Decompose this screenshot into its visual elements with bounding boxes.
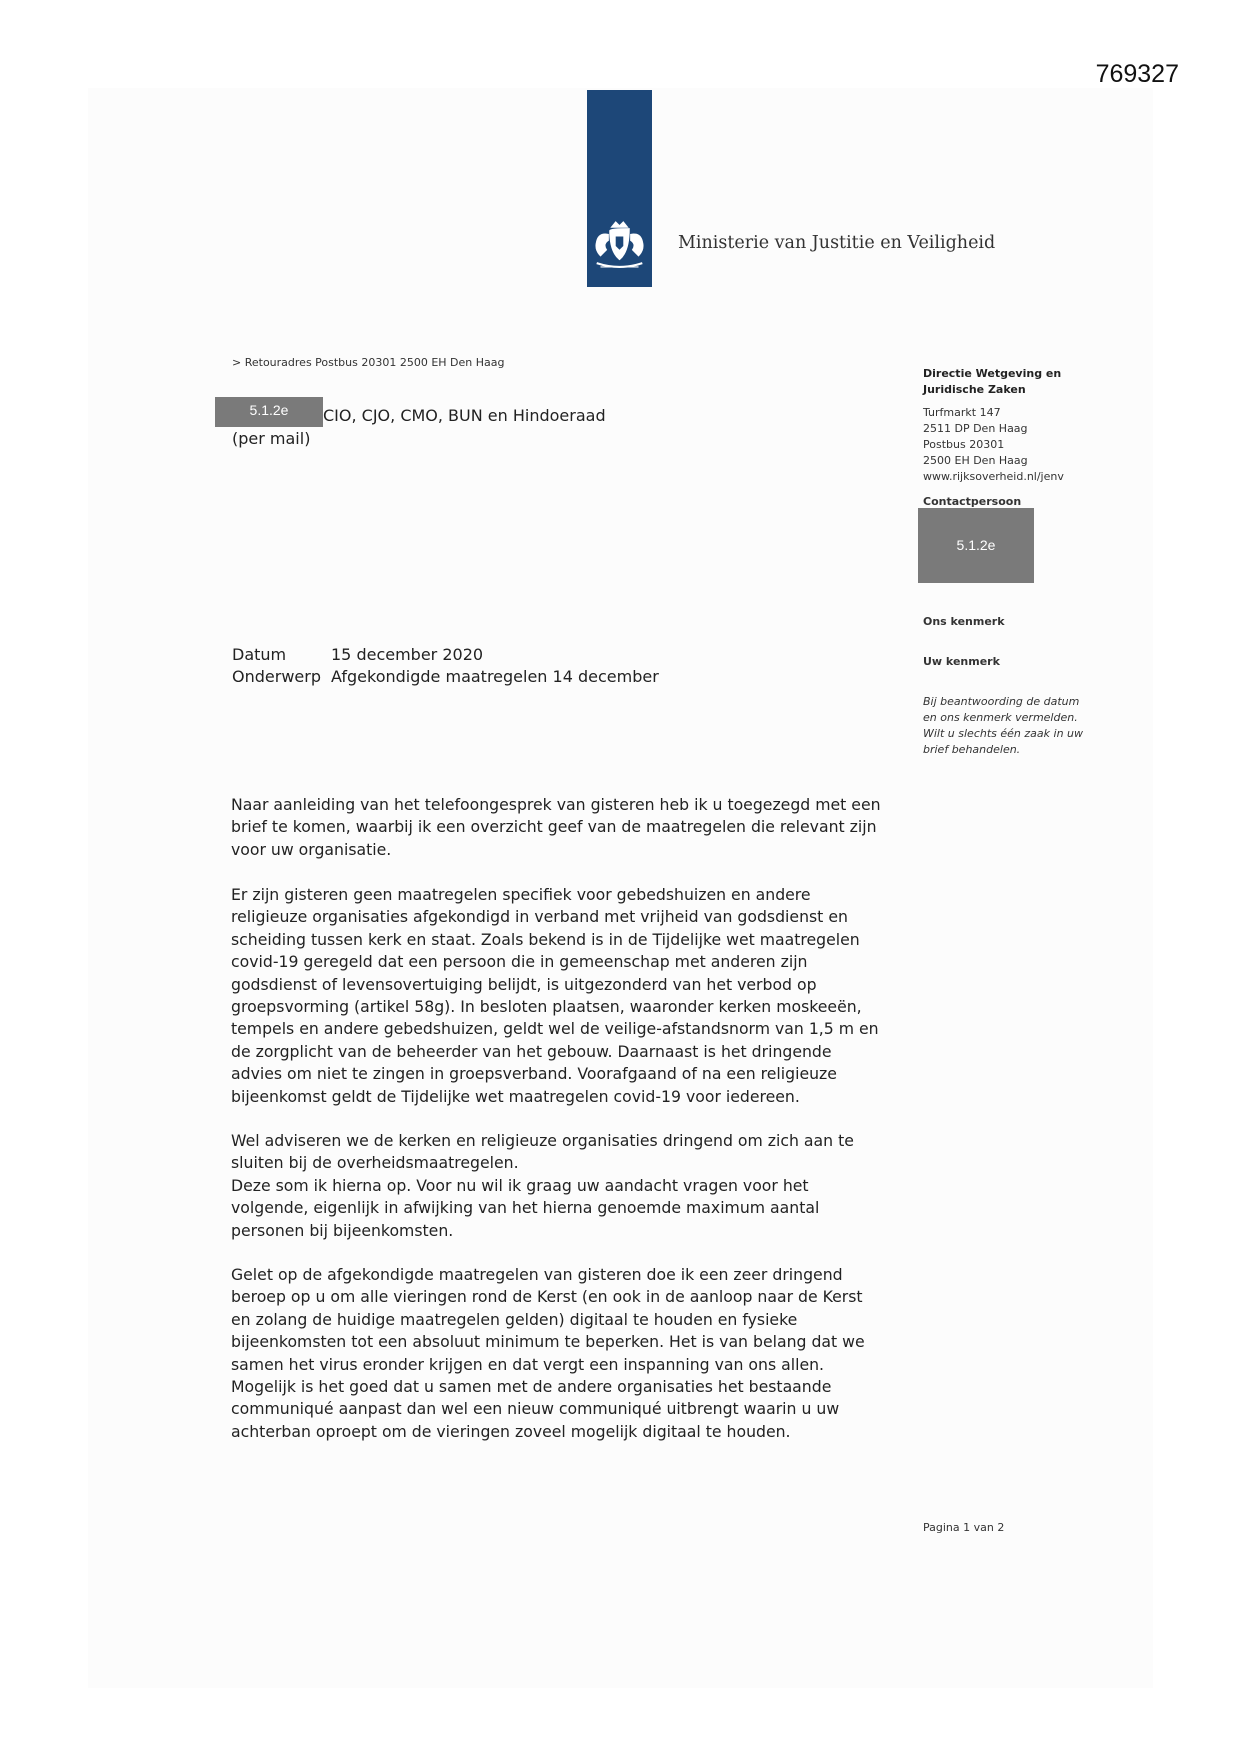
body-line: Mogelijk is het goed dat u samen met de andere organisaties het bestaande (231, 1377, 832, 1397)
paragraph (231, 1264, 911, 1443)
return-address: > Retouradres Postbus 20301 2500 EH Den Haag (232, 356, 505, 369)
body-line: achterban oproept om de vieringen zoveel mogelijk digitaal te houden. (231, 1421, 791, 1441)
body-line: religieuze organisaties afgekondigd in verband met vrijheid van godsdienst en (231, 907, 848, 927)
body-line: en zolang de huidige maatregelen gelden) digitaal te houden en fysieke (231, 1309, 798, 1329)
your-reference-label: Uw kenmerk (923, 655, 1000, 668)
coat-of-arms-icon (591, 216, 648, 276)
subject-label: Onderwerp (232, 667, 321, 686)
contact-heading: Contactpersoon (923, 495, 1022, 508)
addressee-line: CIO, CJO, CMO, BUN en Hindoeraad (323, 406, 606, 425)
ministry-name: Ministerie van Justitie en Veiligheid (678, 233, 996, 253)
note-line: Wilt u slechts één zaak in uw (923, 727, 1083, 740)
department-line: Directie Wetgeving en (923, 367, 1062, 380)
body-line: brief te komen, waarbij ik een overzicht geef van de maatregelen die relevant zijn (231, 817, 877, 837)
page-number: Pagina 1 van 2 (923, 1521, 1005, 1534)
body-line: sluiten bij de overheidsmaatregelen. (231, 1153, 519, 1173)
note-line: Bij beantwoording de datum (923, 695, 1080, 708)
body-line: Wel adviseren we de kerken en religieuze organisaties dringend om zich aan te (231, 1131, 854, 1150)
body-line: Er zijn gisteren geen maatregelen specifiek voor gebedshuizen en andere (231, 885, 811, 904)
address-line: Turfmarkt 147 (923, 406, 1001, 419)
body-line: godsdienst of levensovertuiging belijdt, is uitgezonderd van het verbod op (231, 974, 817, 994)
body-line: Deze som ik hierna op. Voor nu wil ik graag uw aandacht vragen voor het (231, 1175, 809, 1195)
body-line: beroep op u om alle vieringen rond de Kerst (en ook in de aanloop naar de Kerst (231, 1287, 863, 1307)
body-line: tempels en andere gebedshuizen, geldt wel de veilige-afstandsnorm van 1,5 m en (231, 1019, 879, 1039)
paragraph (231, 1130, 911, 1242)
body-line: de zorgplicht van de beheerder van het gebouw. Daarnaast is het dringende (231, 1041, 832, 1061)
note-line: en ons kenmerk vermelden. (923, 711, 1078, 724)
body-line: voor uw organisatie. (231, 839, 392, 859)
body-line: samen het virus eronder krijgen en dat vergt een inspanning van ons allen. (231, 1354, 825, 1374)
body-line: communiqué aanpast dan wel een nieuw communiqué uitbrengt waarin u uw (231, 1399, 840, 1419)
body-line: covid-19 geregeld dat een persoon die in gemeenschap met anderen zijn (231, 952, 808, 972)
body-line: advies om niet te zingen in groepsverband. Voorafgaand of na een religieuze (231, 1064, 837, 1084)
sidebar-address (923, 405, 1064, 485)
body-line: volgende, eigenlijk in afwijking van het hierna genoemde maximum aantal (231, 1198, 820, 1218)
subject-value: Afgekondigde maatregelen 14 december (331, 667, 659, 686)
body-line: personen bij bijeenkomsten. (231, 1220, 454, 1240)
date-label: Datum (232, 645, 287, 664)
addressee-line: (per mail) (232, 429, 311, 448)
address-line: 2511 DP Den Haag (923, 422, 1028, 435)
paragraph (231, 794, 911, 861)
address-line: Postbus 20301 (923, 438, 1005, 451)
body-line: Naar aanleiding van het telefoongesprek van gisteren heb ik u toegezegd met een (231, 795, 881, 814)
body-line: bijeenkomsten tot een absoluut minimum te beperken. Het is van belang dat we (231, 1332, 865, 1352)
address-line: 2500 EH Den Haag (923, 454, 1028, 467)
date-value: 15 december 2020 (331, 645, 484, 664)
subject-row (232, 667, 659, 686)
note-line: brief behandelen. (923, 743, 1021, 756)
body-line: groepsvorming (artikel 58g). In besloten plaatsen, waaronder kerken moskeeën, (231, 997, 862, 1017)
body-line: bijeenkomst geldt de Tijdelijke wet maatregelen covid-19 voor iedereen. (231, 1086, 800, 1106)
body-line: Gelet op de afgekondigde maatregelen van gisteren doe ik een zeer dringend (231, 1265, 843, 1284)
paragraph (231, 884, 911, 1108)
sidebar-department (923, 366, 1061, 398)
document-number: 769327 (1095, 60, 1179, 88)
reply-note (923, 694, 1083, 758)
redaction-block: 5.1.2e (918, 508, 1034, 583)
website-link[interactable]: www.rijksoverheid.nl/jenv (923, 470, 1064, 483)
department-line: Juridische Zaken (923, 383, 1026, 396)
body-line: scheiding tussen kerk en staat. Zoals bekend is in de Tijdelijke wet maatregelen (231, 929, 860, 949)
date-row (232, 645, 483, 664)
logo-band (587, 90, 652, 287)
our-reference-label: Ons kenmerk (923, 615, 1005, 628)
redaction-block: 5.1.2e (215, 397, 323, 427)
